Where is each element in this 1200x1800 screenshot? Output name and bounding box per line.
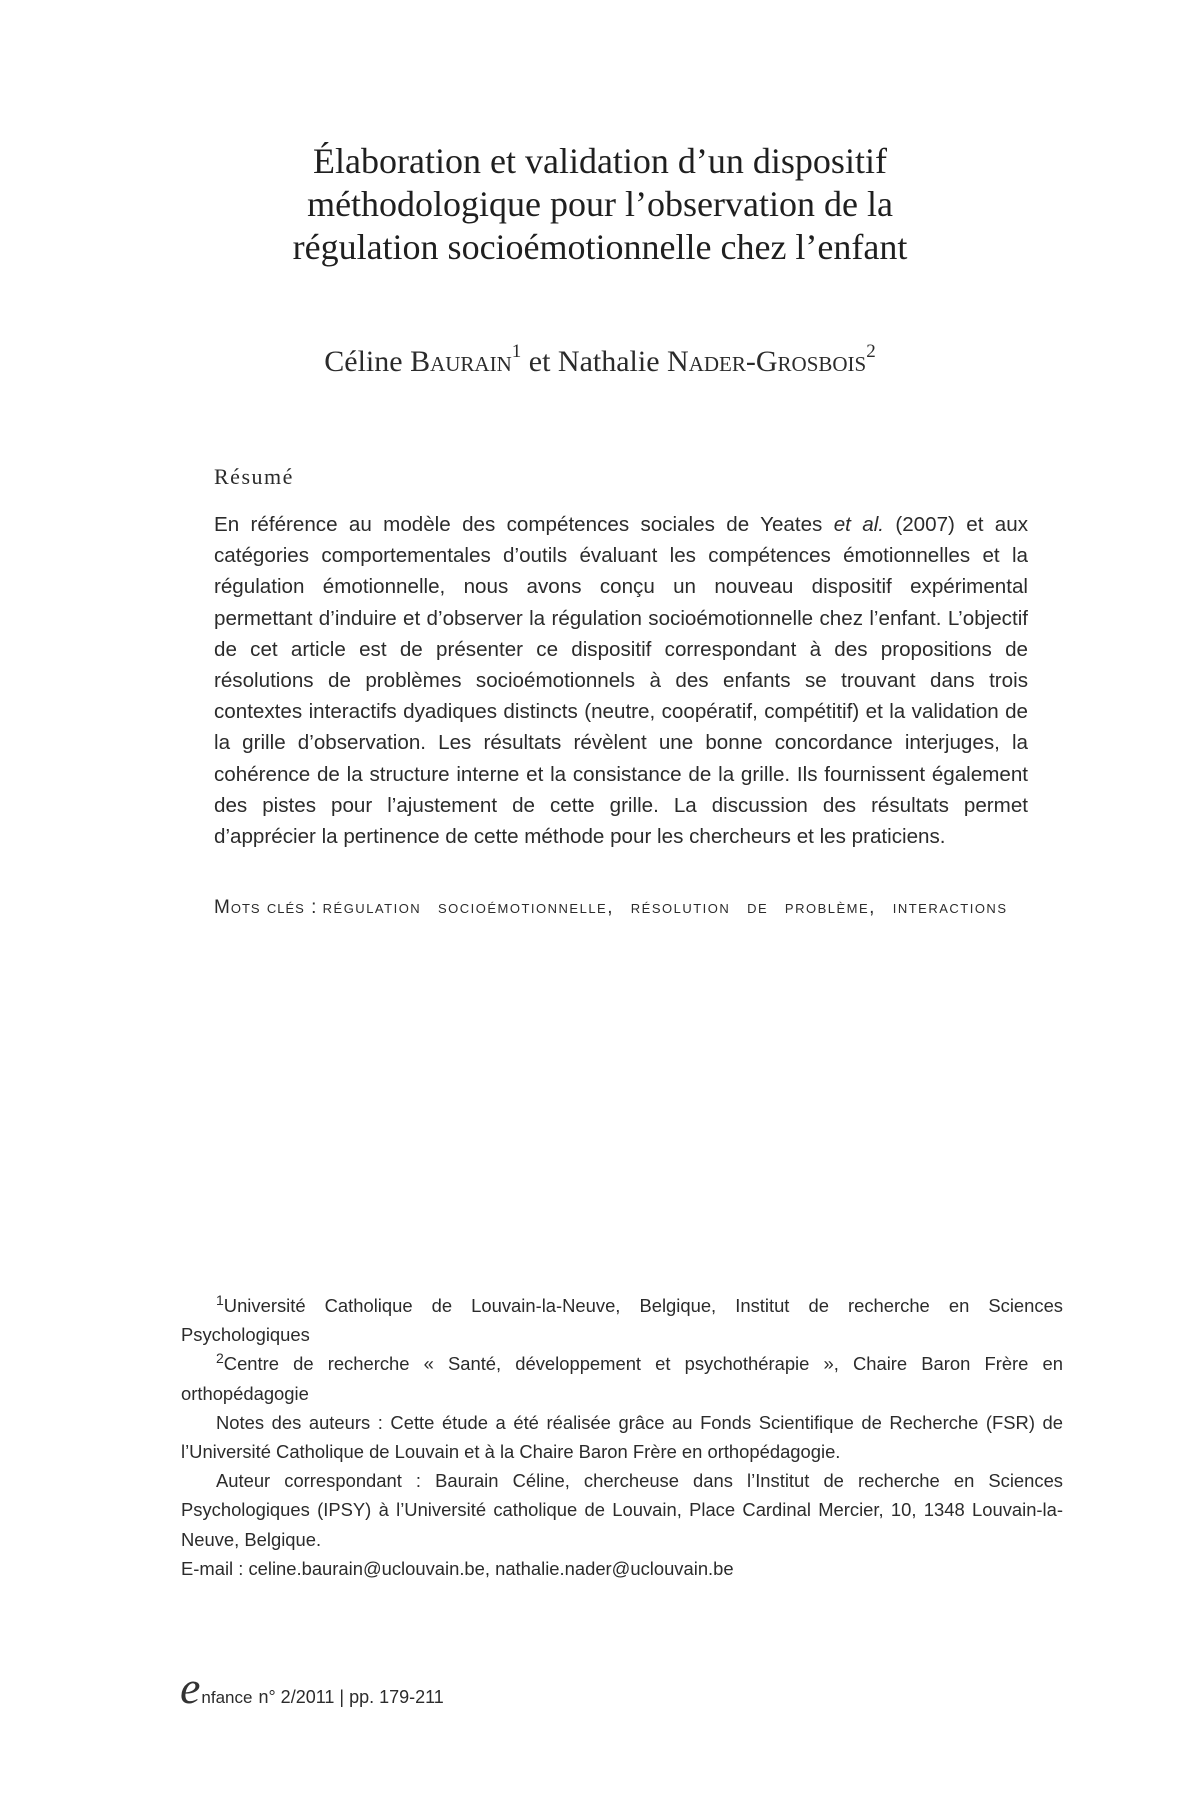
title-line-1: Élaboration et validation d’un dispositif bbox=[313, 141, 887, 181]
author-list bbox=[160, 341, 1040, 379]
footnote-2-text: Centre de recherche « Santé, développement et psychothérapie », Chaire Baron Frère en orthopédagogie bbox=[181, 1353, 1063, 1404]
article-title bbox=[160, 140, 1040, 269]
footnote-1 bbox=[181, 1291, 1063, 1349]
footnotes bbox=[181, 1291, 1063, 1583]
page-footer bbox=[180, 1662, 444, 1713]
keywords-label: Mots clés : bbox=[214, 897, 318, 918]
title-line-2: méthodologique pour l’observation de la bbox=[307, 184, 893, 224]
keywords-list: régulation socioémotionnelle, résolution de problème, interactions bbox=[322, 897, 1008, 918]
author-notes: Notes des auteurs : Cette étude a été réalisée grâce au Fonds Scientifique de Recherche (FSR) de l’Université Catholique de Louvain et à la Chaire Baron Frère en orthopédagogie. bbox=[181, 1411, 1063, 1463]
abstract-heading: Résumé bbox=[214, 464, 294, 489]
author-1-affiliation-marker: 1 bbox=[511, 341, 522, 362]
abstract-text-part-1: En référence au modèle des compétences sociales de Yeates bbox=[214, 513, 834, 536]
author-conjunction: et bbox=[528, 345, 551, 378]
abstract-text-part-2: (2007) et aux catégories comportementales d’outils évaluant les compétences émotionnelles et la régulation émotionnelle, nous avons conçu un nouveau dispositif expérimental permettant d’induire et d’observer la régulation socioémotionnelle chez l’enfant. L’objectif de cet article est de présenter ce dispositif correspondant à des propositions de résolutions de problèmes socioémotionnels à des enfants se trouvant dans trois contextes interactifs dyadiques distincts (neutre, coopératif, compétitif) et la validation de la grille d’observation. Les résultats révèlent une bonne concordance interjuges, la cohérence de la structure interne et la consistance de la grille. Ils fournissent également des pistes pour l’ajustement de cette grille. La discussion des résultats permet d’apprécier la pertinence de cette méthode pour les chercheurs et les praticiens. bbox=[214, 513, 1028, 849]
author-2-last-name: Nader-Grosbois bbox=[667, 345, 867, 378]
footnote-2 bbox=[181, 1349, 1063, 1407]
journal-logo-letter: e bbox=[180, 1662, 201, 1713]
abstract-citation-et-al: et al. bbox=[833, 513, 885, 536]
footnote-1-marker: 1 bbox=[216, 1292, 224, 1308]
keywords bbox=[214, 893, 1028, 923]
author-emails: E-mail : celine.baurain@uclouvain.be, nathalie.nader@uclouvain.be bbox=[181, 1557, 734, 1579]
issue-and-pages: n° 2/2011 | pp. 179-211 bbox=[258, 1687, 444, 1707]
footnote-2-marker: 2 bbox=[216, 1350, 224, 1367]
author-2-first-name: Nathalie bbox=[557, 345, 660, 378]
journal-logo-name: nfance bbox=[201, 1688, 253, 1707]
author-1-first-name: Céline bbox=[324, 345, 403, 378]
corresponding-author: Auteur correspondant : Baurain Céline, chercheuse dans l’Institut de recherche en Sciences Psychologiques (IPSY) à l’Université catholique de Louvain, Place Cardinal Mercier, 10, 1348 Louvain-la-Neuve, Belgique. bbox=[181, 1470, 1063, 1550]
title-line-3: régulation socioémotionnelle chez l’enfant bbox=[292, 227, 908, 267]
abstract-text bbox=[214, 509, 1028, 852]
footnote-1-text: Université Catholique de Louvain-la-Neuve, Belgique, Institut de recherche en Sciences Psychologiques bbox=[181, 1295, 1063, 1346]
author-2-affiliation-marker: 2 bbox=[866, 341, 876, 362]
author-1-last-name: Baurain bbox=[410, 345, 512, 378]
